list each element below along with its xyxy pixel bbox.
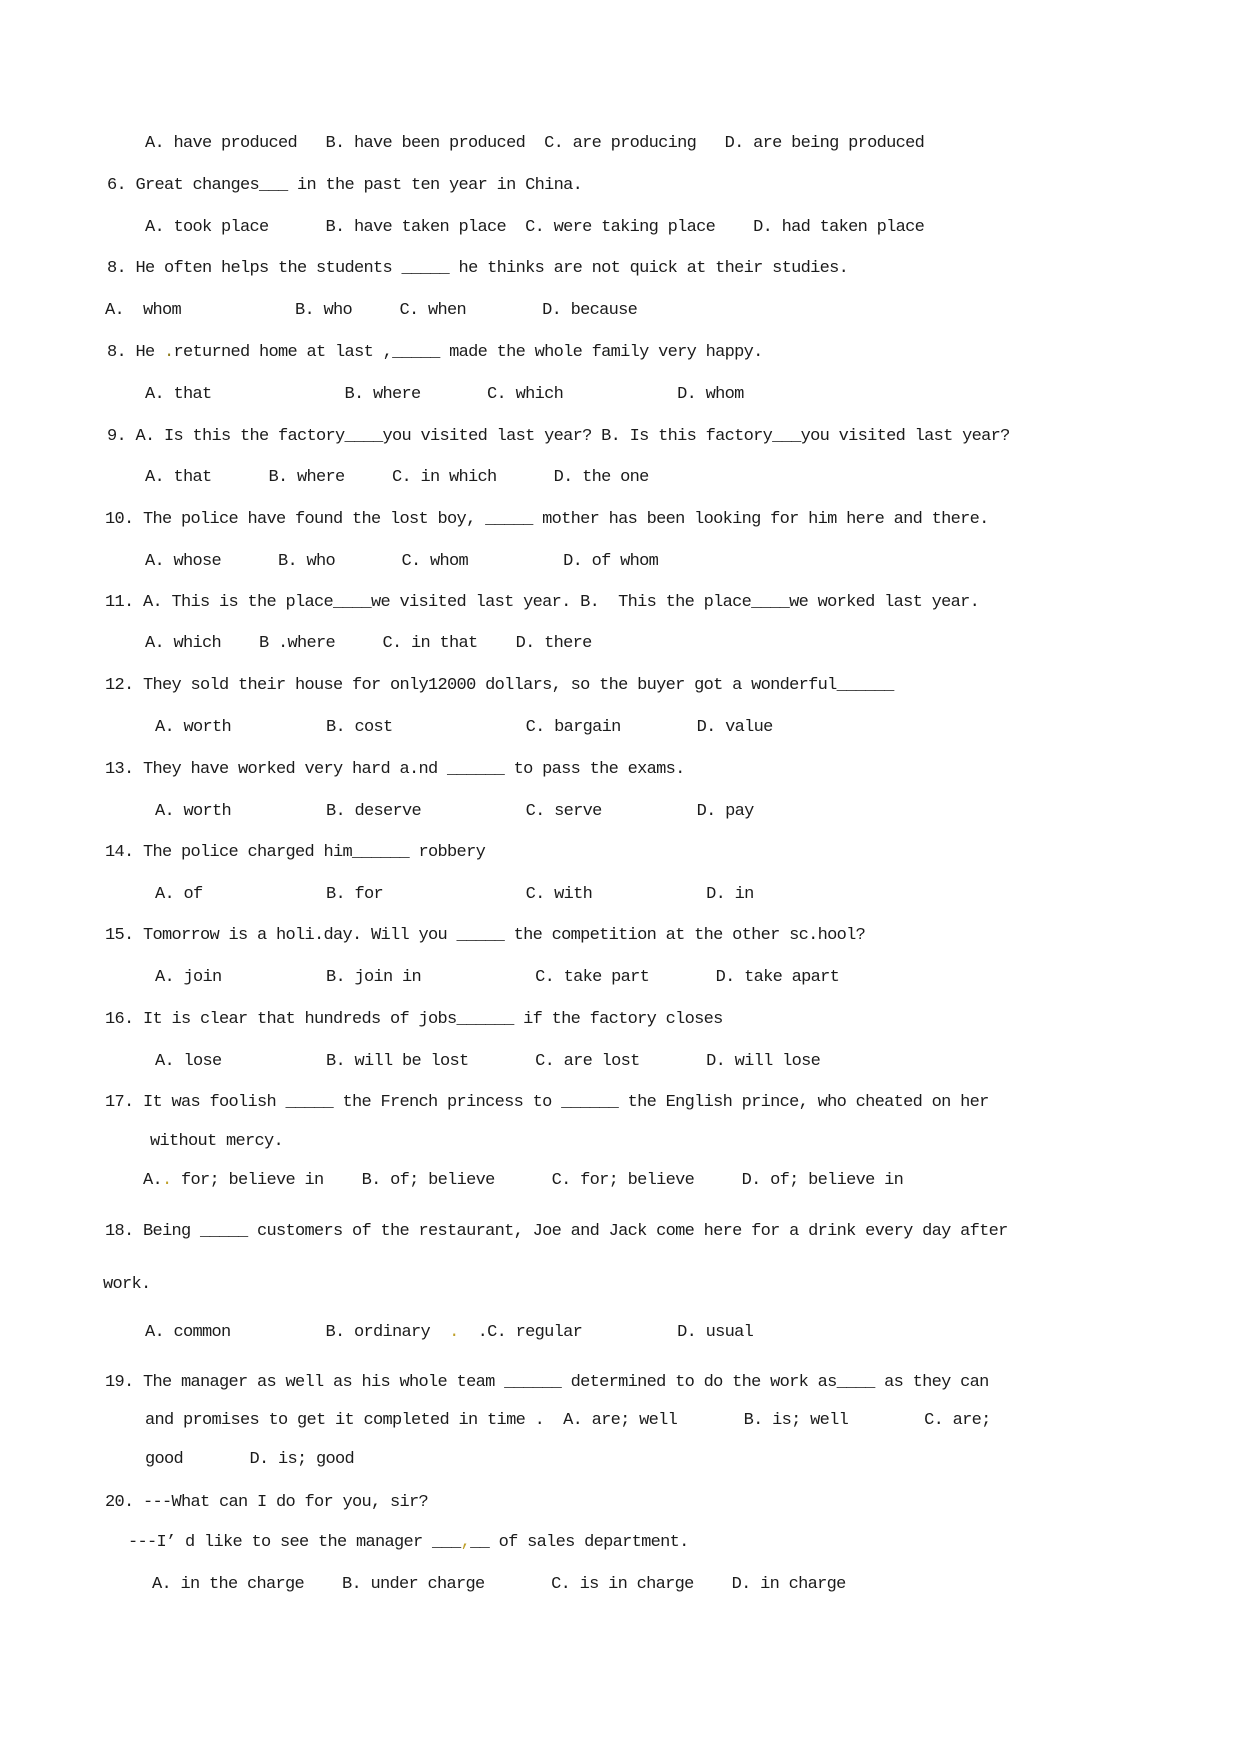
text-segment: 12. They sold their house for only12000 dollars, so the buyer got a wonderful______ [105,676,894,695]
continuation-line [145,1408,991,1434]
text-segment: 8. He often helps the students _____ he thinks are not quick at their studies. [107,259,849,278]
text-segment: A. [143,1171,163,1190]
text-segment: __ of sales department. [470,1533,689,1552]
options-line [143,1168,903,1194]
text-segment: 8. He [107,343,165,362]
text-segment: A. that B. where C. which D. whom [145,385,744,404]
question-line [107,424,1010,450]
question-line [105,757,685,783]
continuation-line [103,1272,151,1298]
text-segment: A. in the charge B. under charge C. is in charge D. in charge [152,1575,846,1594]
options-line [145,1320,753,1346]
text-segment: A. lose B. will be lost C. are lost D. will lose [155,1052,821,1071]
text-segment: work. [103,1275,151,1294]
text-segment: 18. Being _____ customers of the restaurant, Joe and Jack come here for a drink every day after [105,1222,1008,1241]
speck-artifact: . [162,1171,172,1190]
options-line [155,799,754,825]
question-line [105,673,894,699]
options-line [145,382,744,408]
options-line [145,465,649,491]
question-line [105,1219,1008,1245]
text-segment: 20. ---What can I do for you, sir? [105,1493,429,1512]
text-segment: 10. The police have found the lost boy, _____ mother has been looking for him here and there. [105,510,989,529]
speck-artifact: . [164,343,174,362]
options-line [105,298,637,324]
text-segment: 9. A. Is this the factory____you visited last year? B. Is this factory___you visited last year? [107,427,1010,446]
text-segment: A. whom B. who C. when D. because [105,301,638,320]
options-line [155,1049,820,1075]
options-line [152,1572,846,1598]
options-line [155,965,839,991]
text-segment: A. that B. where C. in which D. the one [145,468,649,487]
text-segment: 15. Tomorrow is a holi.day. Will you _____ the competition at the other sc.hool? [105,926,866,945]
continuation-line [150,1129,283,1155]
text-segment: without mercy. [150,1132,284,1151]
text-segment: for; believe in B. of; believe C. for; believe D. of; believe in [171,1171,904,1190]
speck-artifact: , [460,1533,471,1552]
question-line [105,1490,428,1516]
options-line [145,631,592,657]
question-line [105,1090,989,1116]
text-segment: 6. Great changes___ in the past ten year in China. [107,176,583,195]
question-line [105,923,865,949]
speck-artifact: . [449,1323,459,1342]
options-line [155,715,773,741]
text-segment: A. worth B. deserve C. serve D. pay [155,802,754,821]
question-line [107,340,763,366]
text-segment: .C. regular D. usual [458,1323,754,1342]
continuation-line [145,1447,354,1473]
options-line [145,131,924,157]
question-line [105,840,485,866]
text-segment: and promises to get it completed in time . A. are; well B. is; well C. are; [145,1411,991,1430]
question-line [105,1370,989,1396]
options-line [145,215,924,241]
continuation-line [128,1530,689,1556]
text-segment: A. of B. for C. with D. in [155,885,754,904]
text-segment: A. worth B. cost C. bargain D. value [155,718,773,737]
text-segment: 13. They have worked very hard a.nd ______ to pass the exams. [105,760,685,779]
text-segment: A. have produced B. have been produced C. are producing D. are being produced [145,134,925,153]
text-segment: 11. A. This is the place____we visited last year. B. This the place____we worked last year. [105,593,980,612]
text-segment: A. common B. ordinary [145,1323,450,1342]
text-segment: 16. It is clear that hundreds of jobs______ if the factory closes [105,1010,723,1029]
question-line [105,1007,723,1033]
text-segment: 14. The police charged him______ robbery [105,843,486,862]
text-segment: good D. is; good [145,1450,355,1469]
question-line [107,173,582,199]
options-line [155,882,754,908]
text-segment: A. which B .where C. in that D. there [145,634,592,653]
question-line [105,590,979,616]
text-segment: returned home at last ,_____ made the whole family very happy. [173,343,763,362]
question-line [105,507,989,533]
options-line [145,549,658,575]
text-segment: A. took place B. have taken place C. were taking place D. had taken place [145,218,925,237]
text-segment: 19. The manager as well as his whole team ______ determined to do the work as____ as they can [105,1373,989,1392]
question-line [107,256,848,282]
text-segment: A. join B. join in C. take part D. take apart [155,968,840,987]
text-segment: A. whose B. who C. whom D. of whom [145,552,659,571]
text-segment: ---I’ d like to see the manager ___ [128,1533,461,1552]
text-segment: 17. It was foolish _____ the French princess to ______ the English prince, who cheated on her [105,1093,989,1112]
